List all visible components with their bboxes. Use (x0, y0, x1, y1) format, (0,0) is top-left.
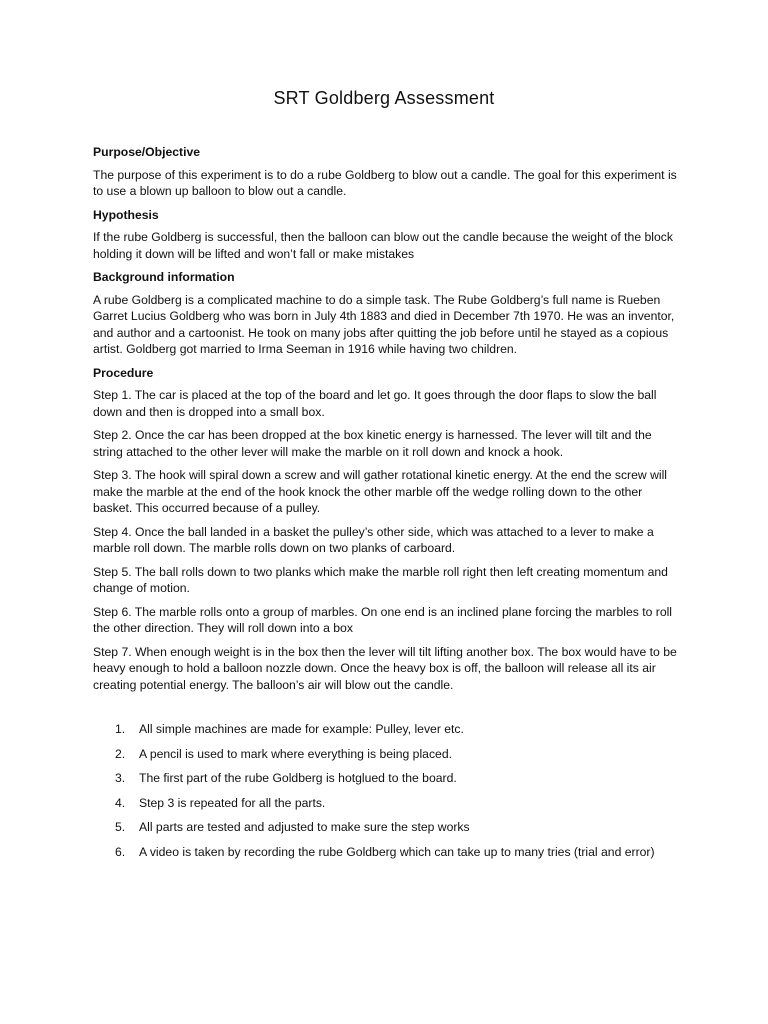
list-item-number: 5. (115, 820, 126, 834)
list-item-number: 4. (115, 795, 126, 810)
list-item-number: 2. (115, 746, 126, 761)
section-text-purpose: The purpose of this experiment is to do a rube Goldberg to blow out a candle. The goal for this experiment is to use a blown up balloon to blow out a candle. (93, 167, 677, 198)
document-body (93, 144, 677, 868)
procedure-step: Step 3. The hook will spiral down a screw and will gather rotational kinetic energy. At the end the screw will make the marble at the end of the hook knock the other marble off the wedge rolling down to the other basket. This occurred because of a pulley. (93, 468, 668, 515)
section-text-hypothesis: If the rube Goldberg is successful, then the balloon can blow out the candle because the weight of the block holding it down will be lifted and won’t fall or make mistakes (93, 230, 673, 261)
procedure-step: Step 2. Once the car has been dropped at the box kinetic energy is harnessed. The lever will tilt and the string attached to the other lever will make the marble on it roll down and knock a hook. (93, 428, 652, 459)
procedure-step: Step 6. The marble rolls onto a group of marbles. On one end is an inclined plane forcing the marbles to roll the other direction. They will roll down into a box (93, 604, 673, 635)
document-title: SRT Goldberg Assessment (273, 88, 495, 108)
list-item-text: A pencil is used to mark where everything is being placed. (139, 746, 452, 761)
procedure-step: Step 7. When enough weight is in the box then the lever will tilt lifting another box. The box would have to be heavy enough to hold a balloon nozzle down. Once the heavy box is off, the balloon will release all its air creating potential energy. The balloon’s air will blow out the candle. (93, 644, 677, 692)
list-item-text: Step 3 is repeated for all the parts. (139, 795, 326, 810)
list-item-text: All simple machines are made for example: Pulley, lever etc. (139, 722, 464, 736)
list-item (93, 746, 677, 763)
section-heading-purpose: Purpose/Objective (93, 145, 201, 159)
list-item (93, 795, 677, 812)
section-heading-procedure: Procedure (93, 365, 154, 380)
list-item (93, 770, 677, 787)
procedure-step: Step 4. Once the ball landed in a basket the pulley’s other side, which was attached to a lever to make a marble roll down. The marble rolls down on two planks of carboard. (93, 524, 654, 555)
list-item-text: All parts are tested and adjusted to make sure the step works (139, 820, 470, 834)
list-item-number: 1. (115, 722, 126, 736)
section-text-background: A rube Goldberg is a complicated machine to do a simple task. The Rube Goldberg’s full name is Rueben Garret Lucius Goldberg who was born in July 4th 1883 and died in December 7th 1970. He was an inventor, and author and a cartoonist. He took on many jobs after quitting the job before until he stayed as a copious artist. Goldberg got married to Irma Seeman in 1916 while having two children. (93, 292, 675, 356)
procedure-step: Step 1. The car is placed at the top of the board and let go. It goes through the door flaps to slow the ball down and then is dropped into a small box. (93, 388, 657, 419)
list-item (93, 819, 677, 836)
section-heading-background: Background information (93, 270, 235, 284)
procedure-step: Step 5. The ball rolls down to two planks which make the marble roll right then left creating momentum and change of motion. (93, 564, 668, 595)
list-item (93, 721, 677, 738)
list-item (93, 844, 677, 861)
section-heading-hypothesis: Hypothesis (93, 207, 159, 222)
procedure-numbered-list (93, 721, 677, 860)
list-item-number: 6. (115, 844, 126, 859)
list-item-text: A video is taken by recording the rube Goldberg which can take up to many tries (trial and error) (139, 844, 655, 859)
list-item-number: 3. (115, 771, 126, 785)
list-item-text: The first part of the rube Goldberg is hotglued to the board. (139, 771, 457, 785)
